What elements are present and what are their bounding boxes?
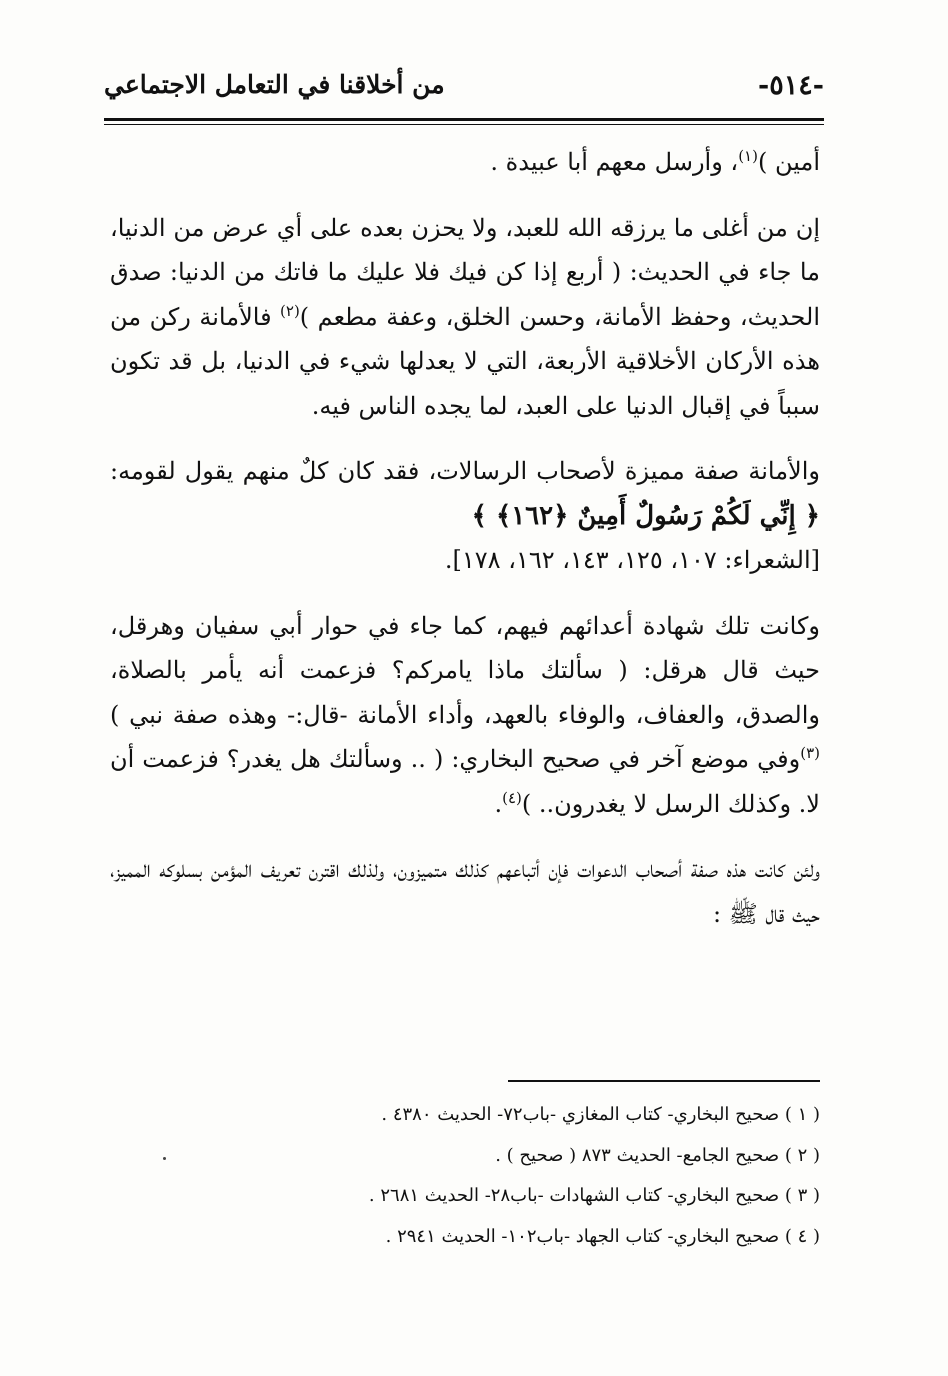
running-title: من أخلاقنا في التعامل الاجتماعي (104, 70, 445, 99)
footnote-marker-1: (١) (738, 147, 758, 165)
paragraph-1-text-b: ، وأرسل معهم أبا عبيدة . (490, 148, 739, 176)
footnote-2: ( ٢ ) صحيح الجامع- الحديث ٨٧٣ ( صحيح ) . (495, 1144, 820, 1166)
page-number: -٥١٤- (758, 70, 824, 101)
footnote-marker-4: (٤) (502, 788, 522, 807)
header-rule-thick (104, 118, 824, 121)
footnote-marker-2: (٢) (280, 301, 300, 320)
paragraph-2 (110, 206, 820, 429)
page-body (110, 140, 820, 936)
quran-verse: ﴿ إِنِّي لَكُمْ رَسُولٌ أَمِينٌ ﴿١٦٢﴾ ﴾ (471, 500, 820, 531)
page-header (104, 62, 824, 118)
paragraph-2-text-a: إن من أغلى ما يرزقه الله للعبد، ولا يحزن بعده على أي عرض من الدنيا، ما جاء في الحديث: ( أربع إذا كن فيك فلا عليك ما فاتك من الدنيا: صدق الحديث، وحفظ الأمانة، وحسن الخلق، وعفة مطعم ) (110, 213, 820, 331)
footnote-3: ( ٣ ) صحيح البخاري- كتاب الشهادات -باب٢٨- الحديث ٢٦٨١ . (368, 1185, 820, 1206)
paragraph-4-text-c: . (494, 789, 503, 818)
paragraph-2-text-b: فالأمانة ركن من هذه الأركان الأخلاقية الأربعة، التي لا يعدلها شيء في الدنيا، بل قد تكون سبباً في إقبال الدنيا على العبد، لما يجده الناس فيه. (110, 302, 820, 420)
paragraph-5-text: ولئن كانت هذه صفة أصحاب الدعوات فإن أتباعهم كذلك متميزون، ولذلك اقترن تعريف المؤمن بسلوكه المميز، حيث قال ﷺ : (110, 855, 821, 928)
verse-reference: [الشعراء: ١٠٧، ١٢٥، ١٤٣، ١٦٢، ١٧٨]. (444, 546, 820, 574)
paragraph-3 (110, 449, 820, 538)
footnote-separator (508, 1080, 820, 1082)
scan-speck (163, 1157, 166, 1160)
paragraph-3-text: والأمانة صفة مميزة لأصحاب الرسالات، فقد كان كلٌ منهم يقول لقومه: (110, 457, 820, 485)
footnote-4: ( ٤ ) صحيح البخاري- كتاب الجهاد -باب١٠٢- الحديث ٢٩٤١ . (385, 1225, 820, 1247)
header-rule-thin (104, 124, 824, 125)
paragraph-1 (110, 140, 820, 185)
paragraph-4-text-b: وفي موضع آخر في صحيح البخاري: ( .. وسألتك هل يغدر؟ فزعمت أن لا. وكذلك الرسل لا يغدرون.. ) (110, 745, 820, 818)
paragraph-4 (110, 604, 820, 827)
paragraph-1-text-a: أمين ) (757, 148, 820, 176)
footnote-marker-3: (٣) (800, 744, 820, 762)
paragraph-4-text-a: وكانت تلك شهادة أعدائهم فيهم، كما جاء في حوار أبي سفيان وهرقل، حيث قال هرقل: ( سألتك ماذا يامركم؟ فزعمت أنه يأمر بالصلاة، والصدق، والعفاف، والوفاء بالعهد، وأداء الأمانة -قال:- وهذه صفة نبي ) (110, 611, 821, 729)
paragraph-5 (110, 847, 820, 936)
footnotes (150, 1095, 820, 1257)
footnote-1: ( ١ ) صحيح البخاري- كتاب المغازي -باب٧٢- الحديث ٤٣٨٠ . (381, 1104, 820, 1125)
